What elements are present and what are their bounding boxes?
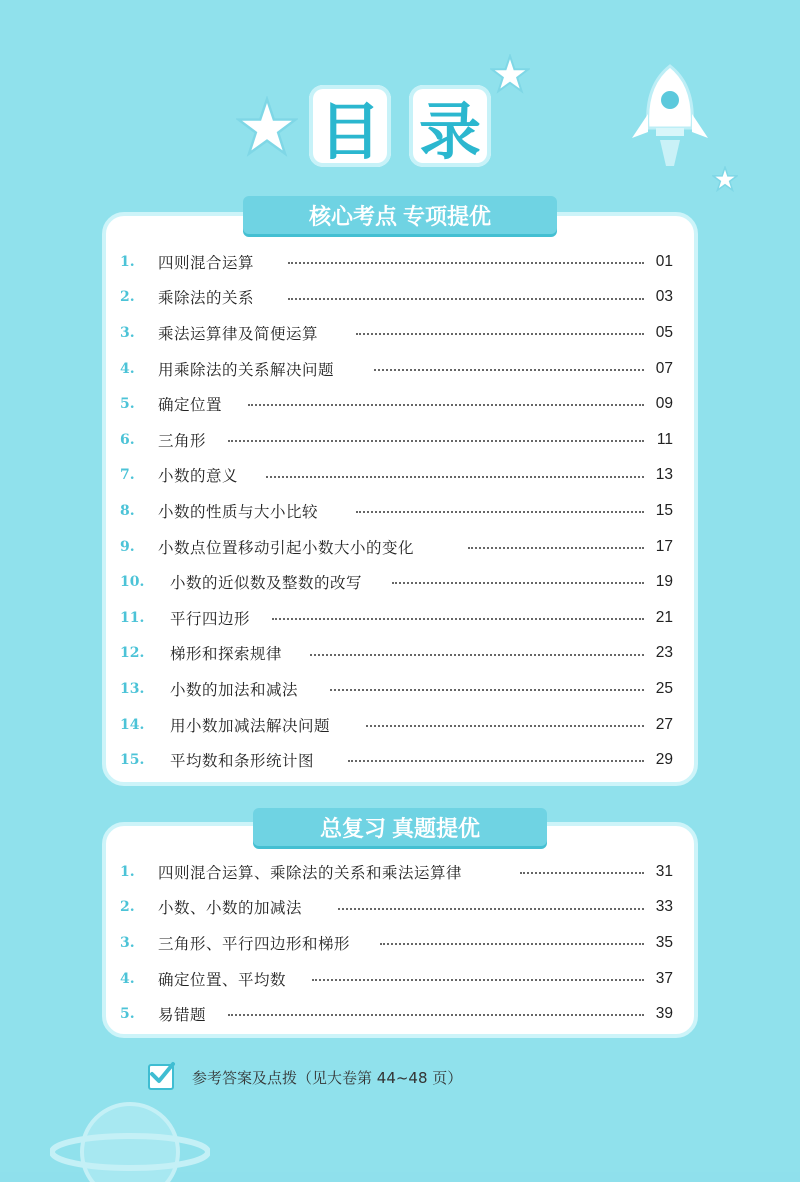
toc-page: 13 <box>655 466 673 484</box>
ribbon-lead: 核心考点 <box>308 204 397 230</box>
toc-list-core <box>0 244 800 778</box>
toc-page: 39 <box>655 1005 673 1023</box>
toc-entry[interactable]: 4. 用乘除法的关系解决问题 07 <box>120 359 673 379</box>
toc-label: 四则混合运算 <box>158 253 255 272</box>
title-char: 录 <box>409 85 491 167</box>
ribbon-sub: 专项提优 <box>403 204 492 230</box>
toc-page: 07 <box>655 359 673 377</box>
toc-label: 用乘除法的关系解决问题 <box>158 360 335 379</box>
toc-page: 21 <box>655 608 673 626</box>
toc-label: 小数的性质与大小比较 <box>158 502 319 521</box>
toc-entry[interactable]: 8. 小数的性质与大小比较 15 <box>120 501 673 521</box>
toc-page: 01 <box>655 252 673 270</box>
toc-page: 29 <box>655 751 673 769</box>
toc-label: 乘法运算律及简便运算 <box>158 324 319 343</box>
toc-page: 25 <box>655 679 673 697</box>
toc-page: 31 <box>655 862 673 880</box>
toc-page: 03 <box>655 288 673 306</box>
toc-page: 11 <box>656 430 673 448</box>
toc-entry[interactable]: 4. 确定位置、平均数 37 <box>120 969 673 989</box>
ribbon-lead: 总复习 <box>319 816 386 842</box>
title-char: 目 <box>309 85 391 167</box>
page-title <box>300 76 500 176</box>
toc-label: 小数、小数的加减法 <box>158 899 303 918</box>
toc-label: 小数的近似数及整数的改写 <box>170 574 363 593</box>
toc-label: 平均数和条形统计图 <box>170 752 315 771</box>
toc-entry[interactable]: 2. 乘除法的关系 03 <box>120 288 673 308</box>
toc-list-review <box>0 854 800 1032</box>
toc-page: 23 <box>655 644 673 662</box>
toc-entry[interactable]: 1. 四则混合运算 01 <box>120 252 673 272</box>
toc-page: 15 <box>655 501 673 519</box>
toc-page: 09 <box>655 395 673 413</box>
toc-entry[interactable]: 5. 确定位置 09 <box>120 395 673 415</box>
answer-note-text: 参考答案及点拨（见大卷第 44~48 页） <box>192 1068 463 1087</box>
toc-label: 平行四边形 <box>170 609 251 628</box>
toc-entry[interactable]: 5. 易错题 39 <box>120 1005 673 1025</box>
toc-entry[interactable]: 3. 乘法运算律及简便运算 05 <box>120 323 673 343</box>
toc-entry[interactable]: 3. 三角形、平行四边形和梯形 35 <box>120 933 673 953</box>
toc-page: 33 <box>655 898 673 916</box>
planet-icon <box>50 1082 210 1182</box>
toc-label: 小数的意义 <box>158 467 239 486</box>
toc-label: 确定位置 <box>158 396 223 415</box>
toc-page: 19 <box>655 573 673 591</box>
toc-label: 用小数加减法解决问题 <box>170 716 331 735</box>
toc-page: 37 <box>655 969 673 987</box>
toc-entry[interactable]: 14. 用小数加减法解决问题 27 <box>120 715 673 735</box>
section-ribbon-review <box>253 808 547 846</box>
toc-entry[interactable]: 1. 四则混合运算、乘除法的关系和乘法运算律 31 <box>120 862 673 882</box>
toc-label: 三角形 <box>158 431 207 450</box>
toc-label: 乘除法的关系 <box>158 289 255 308</box>
toc-entry[interactable]: 2. 小数、小数的加减法 33 <box>120 898 673 918</box>
toc-page: 17 <box>655 537 673 555</box>
toc-entry[interactable]: 10. 小数的近似数及整数的改写 19 <box>120 573 673 593</box>
star-icon <box>236 96 298 158</box>
toc-label: 确定位置、平均数 <box>158 970 287 989</box>
toc-entry[interactable]: 12. 梯形和探索规律 23 <box>120 644 673 664</box>
toc-entry[interactable]: 9. 小数点位置移动引起小数大小的变化 17 <box>120 537 673 557</box>
toc-page: 27 <box>655 715 673 733</box>
toc-page: 05 <box>655 323 673 341</box>
toc-entry[interactable]: 7. 小数的意义 13 <box>120 466 673 486</box>
toc-entry[interactable]: 13. 小数的加法和减法 25 <box>120 679 673 699</box>
toc-label: 易错题 <box>158 1006 207 1025</box>
toc-entry[interactable]: 15. 平均数和条形统计图 29 <box>120 751 673 771</box>
toc-entry[interactable]: 11. 平行四边形 21 <box>120 608 673 628</box>
toc-label: 三角形、平行四边形和梯形 <box>158 934 351 953</box>
ribbon-sub: 真题提优 <box>392 816 481 842</box>
rocket-icon <box>620 62 720 172</box>
toc-page: 35 <box>655 933 673 951</box>
section-ribbon-core <box>243 196 557 234</box>
toc-entry[interactable]: 6. 三角形 11 <box>120 430 673 450</box>
toc-label: 小数的加法和减法 <box>170 680 299 699</box>
toc-label: 小数点位置移动引起小数大小的变化 <box>158 538 415 557</box>
toc-label: 梯形和探索规律 <box>170 645 283 664</box>
toc-label: 四则混合运算、乘除法的关系和乘法运算律 <box>158 863 463 882</box>
